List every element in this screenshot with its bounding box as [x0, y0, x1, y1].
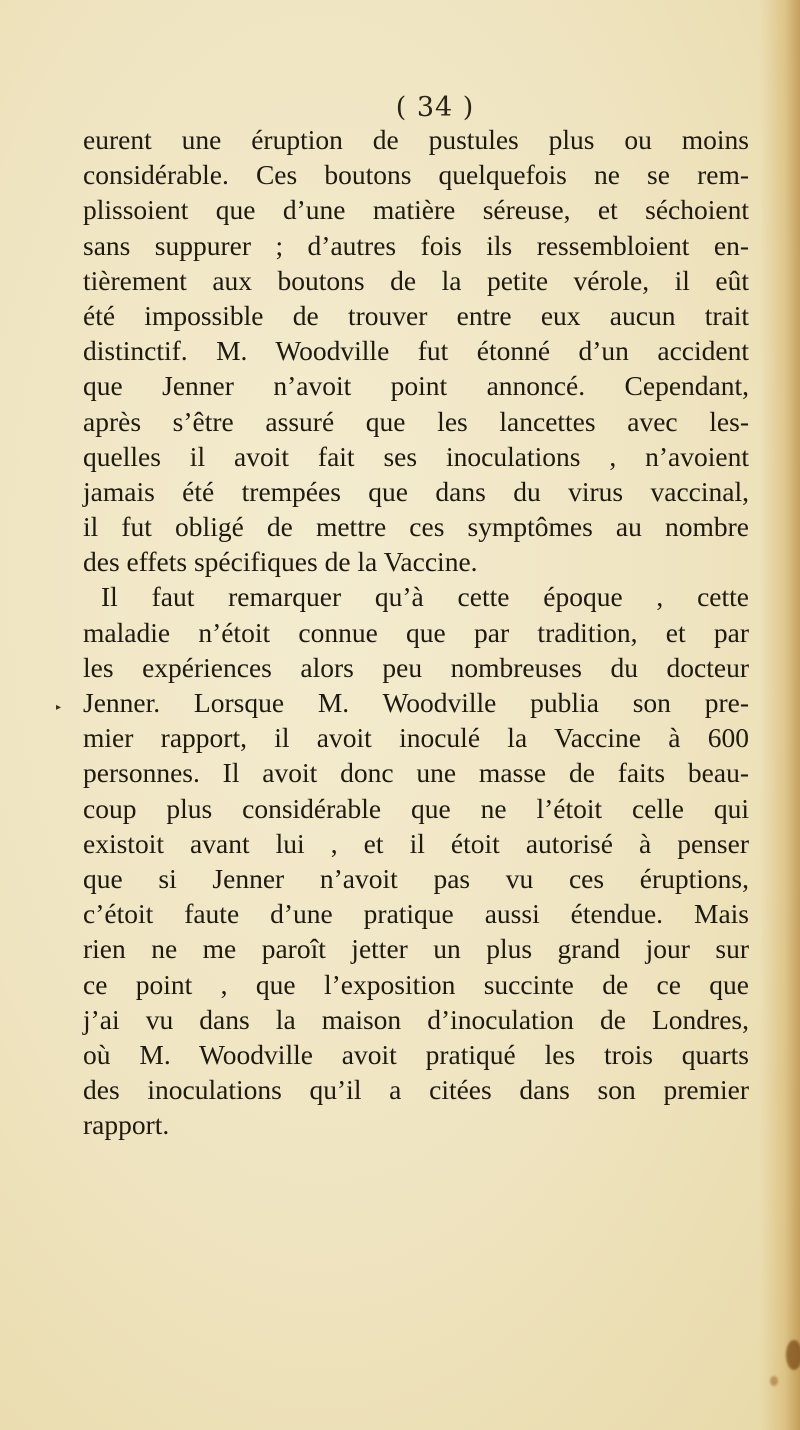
text-line: mier rapport, il avoit inoculé la Vaccine à 600 — [83, 722, 749, 754]
text-line: quelles il avoit fait ses inoculations , n’avoient — [83, 440, 749, 472]
text-line: jamais été trempées que dans du virus vaccinal, — [83, 475, 749, 507]
text-line: distinctif. M. Woodville fut étonné d’un accident — [83, 335, 749, 367]
text-line: j’ai vu dans la maison d’inoculation de Londres, — [83, 1003, 749, 1035]
page-number: ( 34 ) — [395, 92, 475, 123]
ink-stain — [786, 1340, 800, 1370]
text-line: coup plus considérable que ne l’étoit celle qui — [83, 792, 749, 824]
ink-stain — [770, 1376, 778, 1386]
text-line: après s’être assuré que les lancettes avec les- — [83, 405, 749, 437]
text-line: il fut obligé de mettre ces symptômes au nombre — [83, 511, 749, 543]
text-line: ce point , que l’exposition succinte de ce que — [83, 968, 749, 1000]
body-text — [83, 122, 749, 1142]
text-line: été impossible de trouver entre eux aucun trait — [83, 299, 749, 331]
margin-mark: ▸ — [56, 702, 62, 713]
text-line: tièrement aux boutons de la petite vérole, il eût — [83, 264, 749, 296]
text-line: rapport. — [83, 1109, 170, 1141]
text-line: plissoient que d’une matière séreuse, et séchoient — [83, 194, 749, 226]
text-line: que Jenner n’avoit point annoncé. Cependant, — [83, 370, 749, 402]
text-line: où M. Woodville avoit pratiqué les trois quarts — [83, 1038, 749, 1070]
text-line: Il faut remarquer qu’à cette époque , cette — [101, 581, 749, 613]
text-line: Jenner. Lorsque M. Woodville publia son pre- — [83, 687, 749, 718]
text-line: les expériences alors peu nombreuses du docteur — [83, 651, 749, 683]
text-line: considérable. Ces boutons quelquefois ne se rem- — [83, 159, 749, 191]
text-line: que si Jenner n’avoit pas vu ces éruptions, — [83, 862, 749, 894]
text-line: des effets spécifiques de la Vaccine. — [83, 546, 478, 578]
text-line: des inoculations qu’il a citées dans son premier — [83, 1074, 749, 1106]
text-line: rien ne me paroît jetter un plus grand jour sur — [83, 933, 749, 965]
text-line: c’étoit faute d’une pratique aussi étendue. Mais — [83, 898, 749, 930]
text-line: maladie n’étoit connue que par tradition, et par — [83, 616, 749, 648]
text-line: eurent une éruption de pustules plus ou moins — [83, 124, 749, 155]
text-line: sans suppurer ; d’autres fois ils ressembloient en- — [83, 229, 749, 261]
text-line: existoit avant lui , et il étoit autorisé à penser — [83, 827, 749, 859]
text-line: personnes. Il avoit donc une masse de faits beau- — [83, 757, 749, 789]
